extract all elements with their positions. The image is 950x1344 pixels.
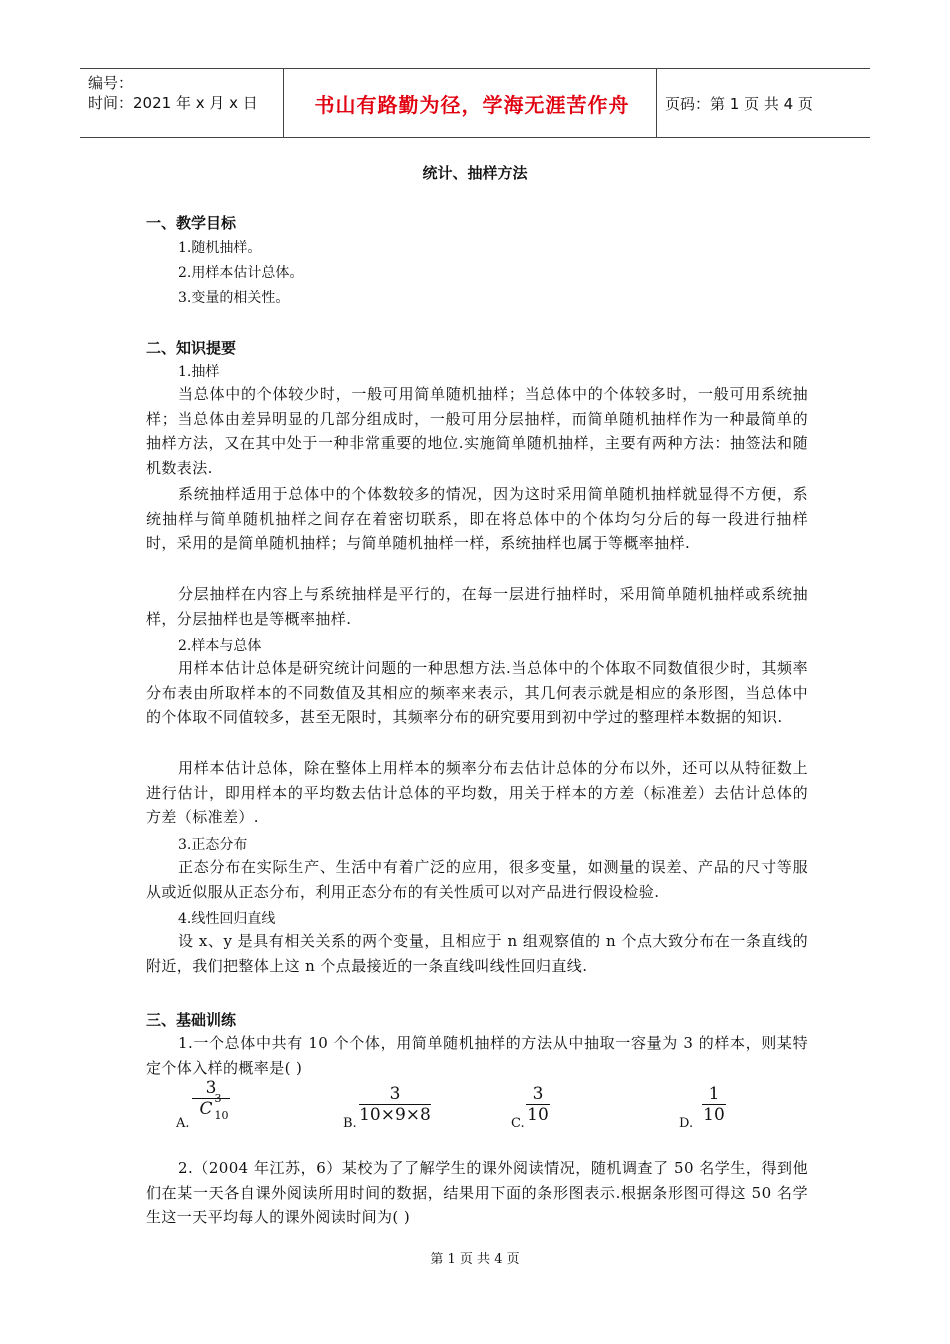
subheading: 1.抽样 [178,364,220,380]
option-d-fraction [702,1084,726,1125]
paragraph: 设 x、y 是具有相关关系的两个变量，且相应于 n 组观察值的 n 个点大致分布在一条直线的附近，我们把整体上这 n 个点最接近的一条直线叫线性回归直线. [146,932,808,975]
option-label: A. [176,1116,190,1131]
subheading: 3.正态分布 [178,837,248,853]
option-label: C. [511,1116,525,1131]
list-item: 2.用样本估计总体。 [178,265,304,281]
section-heading: 二、知识提要 [146,339,237,357]
section-heading: 三、基础训练 [146,1011,237,1029]
question: 2.（2004 年江苏，6）某校为了了解学生的课外阅读情况，随机调查了 50 名学生，得到他们在某一天各自课外阅读所用时间的数据，结果用下面的条形图表示.根据条形图可得这 50 名学生这一天平均每人的课外阅读时间为( ) [146,1159,808,1226]
list-item: 1.随机抽样。 [178,240,262,256]
page-header [80,68,870,138]
subheading: 4.线性回归直线 [178,911,276,927]
header-divider [656,69,657,137]
page-title: 统计、抽样方法 [422,164,528,182]
paragraph: 用样本估计总体是研究统计问题的一种思想方法.当总体中的个体取不同数值很少时，其频率分布表由所取样本的不同数值及其相应的频率来表示，其几何表示就是相应的条形图，当总体中的个体取不同值较多，甚至无限时，其频率分布的研究要用到初中学过的整理样本数据的知识. [146,659,808,726]
subheading: 2.样本与总体 [178,638,262,654]
fraction-denominator [192,1092,230,1122]
fraction-numerator: 3 [389,1084,401,1104]
paragraph: 正态分布在实际生产、生活中有着广泛的应用，很多变量，如测量的误差、产品的尺寸等服从或近似服从正态分布，利用正态分布的有关性质可以对产品进行假设检验. [146,858,808,901]
paragraph: 系统抽样适用于总体中的个体数较多的情况，因为这时采用简单随机抽样就显得不方便，系统抽样与简单随机抽样之间存在着密切联系，即在将总体中的个体均匀分后的每一段进行抽样时，采用的是简单随机抽样；与简单随机抽样一样，系统抽样也属于等概率抽样. [146,485,808,552]
paragraph: 分层抽样在内容上与系统抽样是平行的，在每一层进行抽样时，采用简单随机抽样或系统抽样，分层抽样也是等概率抽样. [146,585,808,628]
fraction-numerator: 1 [708,1084,720,1104]
option-c-fraction [526,1084,550,1125]
number-label: 编号： [88,74,134,92]
fraction-numerator: 3 [532,1084,544,1104]
header-meta [88,73,258,113]
page-info: 页码：第 1 页 共 4 页 [665,95,813,113]
section-heading: 一、教学目标 [146,214,237,232]
page-footer: 第 1 页 共 4 页 [430,1252,520,1267]
option-label: D. [679,1116,694,1131]
option-b-fraction [359,1084,431,1125]
header-motto: 书山有路勤为径，学海无涯苦作舟 [314,93,630,117]
paragraph: 当总体中的个体较少时，一般可用简单随机抽样；当总体中的个体较多时，一般可用系统抽样；当总体由差异明显的几部分组成时，一般可用分层抽样，而简单随机抽样作为一种最简单的抽样方法，又在其中处于一种非常重要的地位.实施简单随机抽样，主要有两种方法：抽签法和随机数表法. [146,385,808,477]
question: 1.一个总体中共有 10 个个体，用简单随机抽样的方法从中抽取一容量为 3 的样本，则某特定个体入样的概率是( ) [146,1034,808,1077]
combination-subscript: 10 [214,1109,229,1122]
option-label: B. [343,1116,357,1131]
combination-symbol: C [199,1099,213,1119]
fraction-denominator: 10 [703,1105,725,1125]
combination-superscript: 3 [214,1092,222,1105]
list-item: 3.变量的相关性。 [178,290,290,306]
fraction-denominator: 10 [527,1105,549,1125]
date-label: 时间：2021 年 x 月 x 日 [88,94,258,112]
fraction-denominator: 10×9×8 [359,1105,431,1125]
header-divider [283,69,284,137]
fraction-numerator: 3 [205,1078,217,1098]
option-a-fraction [192,1078,230,1122]
paragraph: 用样本估计总体，除在整体上用样本的频率分布去估计总体的分布以外，还可以从特征数上进行估计，即用样本的平均数去估计总体的平均数，用关于样本的方差（标准差）去估计总体的方差（标准差）. [146,759,808,826]
